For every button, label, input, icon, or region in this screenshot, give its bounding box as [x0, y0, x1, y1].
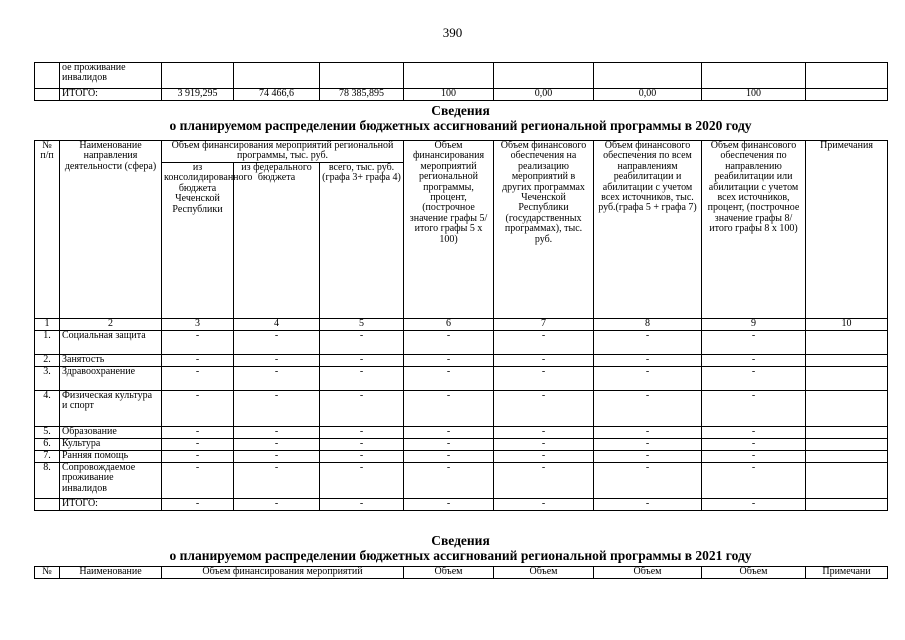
header-financing-group: Объем финансирования мероприятий региональной программы, тыс. руб. — [162, 141, 404, 163]
budget-table-2021 — [34, 566, 888, 579]
value-cell: - — [162, 331, 234, 355]
value-cell: - — [494, 451, 594, 463]
row-name: Сопровождаемое проживание инвалидов — [60, 463, 162, 499]
row-name: Образование — [60, 427, 162, 439]
header-row — [35, 141, 888, 163]
value-cell — [806, 439, 888, 451]
value-cell — [806, 451, 888, 463]
value-cell: - — [320, 391, 404, 427]
total-cell: 100 — [702, 89, 806, 101]
value-cell: - — [404, 427, 494, 439]
column-number: 4 — [234, 319, 320, 331]
value-cell: - — [494, 463, 594, 499]
page-number: 390 — [442, 25, 463, 40]
section-heading-2020 — [34, 103, 887, 133]
heading-subtitle: о планируемом распределении бюджетных ассигнований региональной программы в 2021 году — [169, 548, 752, 563]
row-number: 5. — [35, 427, 60, 439]
value-cell: - — [494, 427, 594, 439]
row-number: 3. — [35, 367, 60, 391]
value-cell: - — [320, 331, 404, 355]
value-cell: - — [234, 499, 320, 511]
value-cell — [806, 427, 888, 439]
value-cell: - — [404, 331, 494, 355]
row-name: Социальная защита — [60, 331, 162, 355]
total-row — [35, 89, 888, 101]
total-cell: 78 385,895 — [320, 89, 404, 101]
value-cell: - — [320, 439, 404, 451]
value-cell: - — [594, 331, 702, 355]
total-row — [35, 499, 888, 511]
value-cell: - — [404, 367, 494, 391]
value-cell: - — [404, 451, 494, 463]
value-cell: - — [162, 427, 234, 439]
value-cell: - — [162, 391, 234, 427]
header-percent: Объем финансирования мероприятий региональной программы, процент, (построчное значение графы 5/ итого графы 5 х 100) — [404, 141, 494, 319]
header-note: Примечания — [806, 141, 888, 319]
total-cell: 100 — [404, 89, 494, 101]
total-cell: 0,00 — [494, 89, 594, 101]
value-cell — [806, 367, 888, 391]
value-cell: - — [702, 451, 806, 463]
header-consolidated: из консолидированного бюджета Чеченской Республики — [162, 163, 234, 319]
value-cell: - — [494, 499, 594, 511]
row-name: Занятость — [60, 355, 162, 367]
value-cell: - — [234, 451, 320, 463]
header-cell: Объем — [494, 567, 594, 579]
header-total: всего, тыс. руб. (графа 3+ графа 4) — [320, 163, 404, 319]
column-number: 9 — [702, 319, 806, 331]
header-name: Наименование направления деятельности (сфера) — [60, 141, 162, 319]
header-cell: Объем — [404, 567, 494, 579]
continuation-table — [34, 62, 888, 101]
value-cell: - — [162, 499, 234, 511]
value-cell: - — [594, 355, 702, 367]
row-name: Физическая культура и спорт — [60, 391, 162, 427]
column-number: 2 — [60, 319, 162, 331]
row-number: 8. — [35, 463, 60, 499]
value-cell: - — [702, 499, 806, 511]
row-number: 1. — [35, 331, 60, 355]
header-cell: Примечани — [806, 567, 888, 579]
column-number: 3 — [162, 319, 234, 331]
section-heading-2021 — [34, 533, 887, 563]
column-number: 8 — [594, 319, 702, 331]
value-cell: - — [702, 331, 806, 355]
row-number: 4. — [35, 391, 60, 427]
header-cell: Объем финансирования мероприятий — [162, 567, 404, 579]
value-cell: - — [494, 391, 594, 427]
table-row — [35, 391, 888, 427]
value-cell: - — [594, 367, 702, 391]
heading-title: Сведения — [431, 103, 490, 118]
column-number: 10 — [806, 319, 888, 331]
value-cell: - — [594, 499, 702, 511]
row-number — [35, 499, 60, 511]
header-other-programs: Объем финансового обеспечения на реализацию мероприятий в других программах Чеченской Республики (государственных программах), тыс. руб. — [494, 141, 594, 319]
table-row — [35, 331, 888, 355]
total-cell: 0,00 — [594, 89, 702, 101]
value-cell: - — [594, 439, 702, 451]
value-cell: - — [162, 355, 234, 367]
value-cell: - — [162, 463, 234, 499]
table-row — [35, 63, 888, 89]
column-number: 6 — [404, 319, 494, 331]
value-cell: - — [404, 499, 494, 511]
value-cell: - — [702, 355, 806, 367]
row-number: 2. — [35, 355, 60, 367]
table-row — [35, 427, 888, 439]
row-name: ое проживание инвалидов — [60, 63, 162, 89]
value-cell: - — [404, 355, 494, 367]
value-cell: - — [320, 367, 404, 391]
table-row — [35, 439, 888, 451]
value-cell: - — [234, 439, 320, 451]
value-cell: - — [162, 451, 234, 463]
value-cell — [806, 463, 888, 499]
value-cell: - — [594, 427, 702, 439]
value-cell: - — [234, 367, 320, 391]
value-cell — [806, 391, 888, 427]
column-number: 7 — [494, 319, 594, 331]
value-cell: - — [702, 391, 806, 427]
total-cell: 74 466,6 — [234, 89, 320, 101]
value-cell — [806, 331, 888, 355]
table-row — [35, 355, 888, 367]
value-cell: - — [234, 427, 320, 439]
value-cell: - — [494, 331, 594, 355]
value-cell: - — [404, 391, 494, 427]
header-cell: Наименование — [60, 567, 162, 579]
value-cell: - — [162, 367, 234, 391]
row-number: 6. — [35, 439, 60, 451]
heading-subtitle: о планируемом распределении бюджетных ассигнований региональной программы в 2020 году — [169, 118, 752, 133]
value-cell: - — [594, 463, 702, 499]
heading-title: Сведения — [431, 533, 490, 548]
column-number: 5 — [320, 319, 404, 331]
header-row — [35, 567, 888, 579]
row-name: Ранняя помощь — [60, 451, 162, 463]
value-cell: - — [702, 367, 806, 391]
value-cell: - — [494, 367, 594, 391]
row-name: ИТОГО: — [60, 499, 162, 511]
header-all-sources-percent: Объем финансового обеспечения по направлению реабилитации или абилитации с учетом всех источников, процент, (построчное значение графы 8/ итого графы 8 х 100) — [702, 141, 806, 319]
table-row — [35, 463, 888, 499]
row-name: Здравоохранение — [60, 367, 162, 391]
value-cell: - — [494, 439, 594, 451]
table-row — [35, 451, 888, 463]
value-cell: - — [162, 439, 234, 451]
value-cell: - — [234, 331, 320, 355]
value-cell: - — [594, 391, 702, 427]
header-cell: Объем — [594, 567, 702, 579]
value-cell — [806, 355, 888, 367]
total-label: ИТОГО: — [60, 89, 162, 101]
value-cell: - — [234, 391, 320, 427]
header-cell: № — [35, 567, 60, 579]
value-cell: - — [404, 439, 494, 451]
table-row — [35, 367, 888, 391]
column-number-row — [35, 319, 888, 331]
value-cell: - — [404, 463, 494, 499]
value-cell: - — [702, 439, 806, 451]
value-cell — [806, 499, 888, 511]
value-cell: - — [702, 463, 806, 499]
budget-table-2020 — [34, 140, 888, 511]
column-number: 1 — [35, 319, 60, 331]
value-cell: - — [702, 427, 806, 439]
value-cell: - — [320, 451, 404, 463]
header-cell: Объем — [702, 567, 806, 579]
header-federal: из федерального бюджета — [234, 163, 320, 319]
value-cell: - — [494, 355, 594, 367]
row-number: 7. — [35, 451, 60, 463]
value-cell: - — [320, 355, 404, 367]
value-cell: - — [320, 427, 404, 439]
value-cell: - — [594, 451, 702, 463]
value-cell: - — [320, 499, 404, 511]
total-cell: 3 919,295 — [162, 89, 234, 101]
value-cell: - — [234, 463, 320, 499]
value-cell: - — [234, 355, 320, 367]
header-num: № п/п — [35, 141, 60, 319]
header-all-sources: Объем финансового обеспечения по всем направлениям реабилитации и абилитации с учетом всех источников, тыс. руб.(графа 5 + графа 7) — [594, 141, 702, 319]
row-name: Культура — [60, 439, 162, 451]
value-cell: - — [320, 463, 404, 499]
